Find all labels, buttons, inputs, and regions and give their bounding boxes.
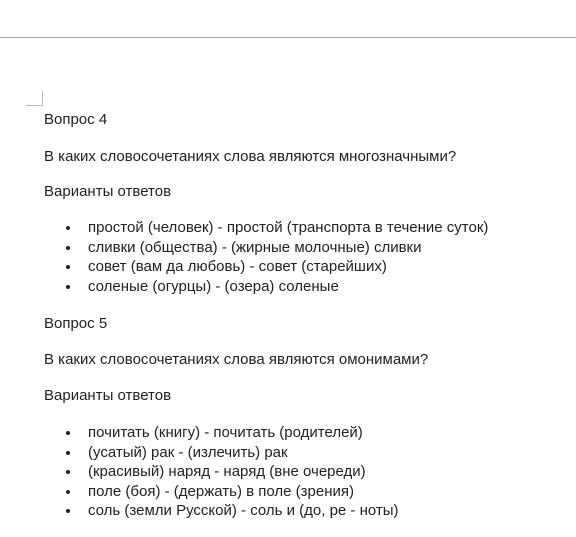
question-5-title: Вопрос 5 bbox=[44, 315, 108, 332]
list-item: соль (земли Русской) - соль и (до, ре - ноты) bbox=[44, 501, 399, 521]
list-item: совет (вам да любовь) - совет (старейших) bbox=[44, 257, 488, 277]
list-item: (усатый) рак - (излечить) рак bbox=[44, 443, 399, 463]
list-item: соленые (огурцы) - (озера) соленые bbox=[44, 277, 488, 297]
list-item: простой (человек) - простой (транспорта в течение суток) bbox=[44, 218, 488, 238]
question-4-text: В каких словосочетаниях слова являются многозначными? bbox=[44, 148, 457, 165]
question-4-title: Вопрос 4 bbox=[44, 111, 108, 128]
list-item: сливки (общества) - (жирные молочные) сливки bbox=[44, 238, 488, 258]
question-5-options-heading: Варианты ответов bbox=[44, 387, 172, 404]
question-4-options-heading: Варианты ответов bbox=[44, 183, 172, 200]
list-item: (красивый) наряд - наряд (вне очереди) bbox=[44, 462, 399, 482]
question-4-options-list bbox=[44, 218, 488, 296]
list-item: почитать (книгу) - почитать (родителей) bbox=[44, 423, 399, 443]
page-top-border bbox=[0, 37, 576, 38]
question-5-options-list bbox=[44, 423, 399, 521]
list-item: поле (боя) - (держать) в поле (зрения) bbox=[44, 482, 399, 502]
page-margin-corner-mark bbox=[26, 91, 43, 106]
question-5-text: В каких словосочетаниях слова являются омонимами? bbox=[44, 351, 429, 368]
